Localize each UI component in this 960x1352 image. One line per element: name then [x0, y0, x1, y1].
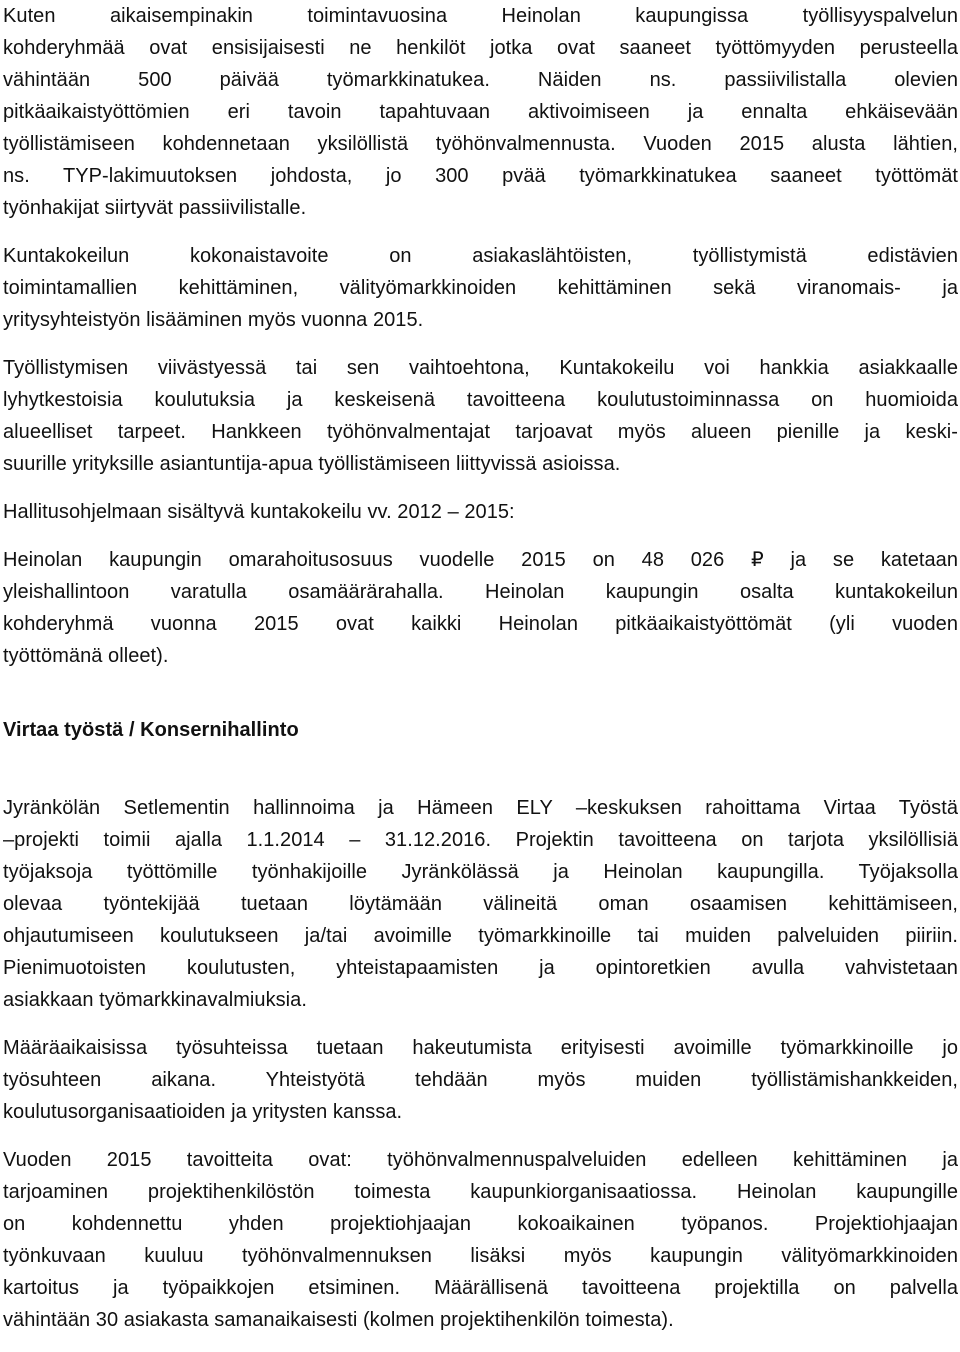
- text-line: ohjautumiseen koulutukseen ja/tai avoimille työmarkkinoille tai muiden palveluiden piiriin.: [3, 925, 958, 947]
- text-line: asiakkaan työmarkkinavalmiuksia.: [3, 989, 307, 1011]
- text-line: vähintään 30 asiakasta samanaikaisesti (kolmen projektihenkilön toimesta).: [3, 1309, 674, 1331]
- text-line: Hallitusohjelmaan sisältyvä kuntakokeilu vv. 2012 – 2015:: [3, 501, 515, 523]
- text-line: ns. TYP-lakimuutoksen johdosta, jo 300 pvää työmarkkinatukea saaneet työttömät: [3, 165, 958, 187]
- text-line: Määräaikaisissa työsuhteissa tuetaan hakeutumista erityisesti avoimille työmarkkinoille jo: [3, 1037, 958, 1059]
- text-line: työjaksoja työttömille työnhakijoille Jyränkölässä ja Heinolan kaupungilla. Työjaksolla: [3, 861, 958, 883]
- text-line: koulutusorganisaatioiden ja yritysten kanssa.: [3, 1101, 403, 1123]
- paragraph-fixed-term: [3, 1032, 958, 1128]
- paragraph-government-program: [3, 496, 958, 528]
- text-line: Jyränkölän Setlementin hallinnoima ja Hämeen ELY –keskuksen rahoittama Virtaa Työstä: [3, 797, 958, 819]
- text-line: toimintamallien kehittäminen, välityömarkkinoiden kehittäminen sekä viranomais- ja: [3, 277, 958, 299]
- paragraph-2015-goals: [3, 1144, 958, 1336]
- text-line: kohderyhmä vuonna 2015 ovat kaikki Heinolan pitkäaikaistyöttömät (yli vuoden: [3, 613, 958, 635]
- text-line: on kohdennettu yhden projektiohjaajan kokoaikainen työpanos. Projektiohjaajan: [3, 1213, 958, 1235]
- text-line: Vuoden 2015 tavoitteita ovat: työhönvalmennuspalveluiden edelleen kehittäminen ja: [3, 1149, 958, 1171]
- text-line: alueelliset tarpeet. Hankkeen työhönvalmentajat tarjoavat myös alueen pienille ja keski-: [3, 421, 958, 443]
- text-line: työllistämiseen kohdennetaan yksilöllistä työhönvalmennusta. Vuoden 2015 alusta lähtien,: [3, 133, 958, 155]
- text-line: työnhakijat siirtyvät passiivilistalle.: [3, 197, 307, 219]
- text-line: –projekti toimii ajalla 1.1.2014 – 31.12.2016. Projektin tavoitteena on tarjota yksilöllisiä: [3, 829, 958, 851]
- text-line: kohderyhmää ovat ensisijaisesti ne henkilöt jotka ovat saaneet työttömyyden perusteella: [3, 37, 958, 59]
- text-line: työnkuvaan kuuluu työhönvalmennuksen lisäksi myös kaupungin välityömarkkinoiden: [3, 1245, 958, 1267]
- text-line: yleishallintoon varatulla osamäärärahalla. Heinolan kaupungin osalta kuntakokeilun: [3, 581, 958, 603]
- text-line: Heinolan kaupungin omarahoitusosuus vuodelle 2015 on 48 026 ₽ ja se katetaan: [3, 549, 958, 571]
- paragraph-training: [3, 352, 958, 480]
- text-line: Kuten aikaisempinakin toimintavuosina Heinolan kaupungissa työllisyyspalvelun: [3, 5, 958, 27]
- text-line: työttömänä olleet).: [3, 645, 169, 667]
- section-heading: Virtaa työstä / Konsernihallinto: [3, 719, 299, 741]
- text-line: lyhytkestoisia koulutuksia ja keskeisenä tavoitteena koulutustoiminnassa on huomioida: [3, 389, 958, 411]
- paragraph-target-group: [3, 0, 958, 224]
- paragraph-funding: [3, 544, 958, 672]
- paragraph-project: [3, 792, 958, 1016]
- text-line: Kuntakokeilun kokonaistavoite on asiakaslähtöisten, työllistymistä edistävien: [3, 245, 958, 267]
- text-line: työsuhteen aikana. Yhteistyötä tehdään myös muiden työllistämishankkeiden,: [3, 1069, 958, 1091]
- text-line: Pienimuotoisten koulutusten, yhteistapaamisten ja opintoretkien avulla vahvistetaan: [3, 957, 958, 979]
- paragraph-overall-goal: [3, 240, 958, 336]
- text-line: vähintään 500 päivää työmarkkinatukea. Näiden ns. passiivilistalla olevien: [3, 69, 958, 91]
- text-line: olevaa työntekijää tuetaan löytämään välineitä oman osaamisen kehittämiseen,: [3, 893, 958, 915]
- text-line: pitkäaikaistyöttömien eri tavoin tapahtuvaan aktivoimiseen ja ennalta ehkäisevään: [3, 101, 958, 123]
- text-line: Työllistymisen viivästyessä tai sen vaihtoehtona, Kuntakokeilu voi hankkia asiakkaalle: [3, 357, 958, 379]
- text-line: yritysyhteistyön lisääminen myös vuonna 2015.: [3, 309, 424, 331]
- text-line: kartoitus ja työpaikkojen etsiminen. Määrällisenä tavoitteena projektilla on palvella: [3, 1277, 958, 1299]
- document-page: [3, 0, 958, 1352]
- text-line: suurille yrityksille asiantuntija-apua työllistämiseen liittyvissä asioissa.: [3, 453, 621, 475]
- text-line: tarjoaminen projektihenkilöstön toimesta kaupunkiorganisaatiossa. Heinolan kaupungille: [3, 1181, 958, 1203]
